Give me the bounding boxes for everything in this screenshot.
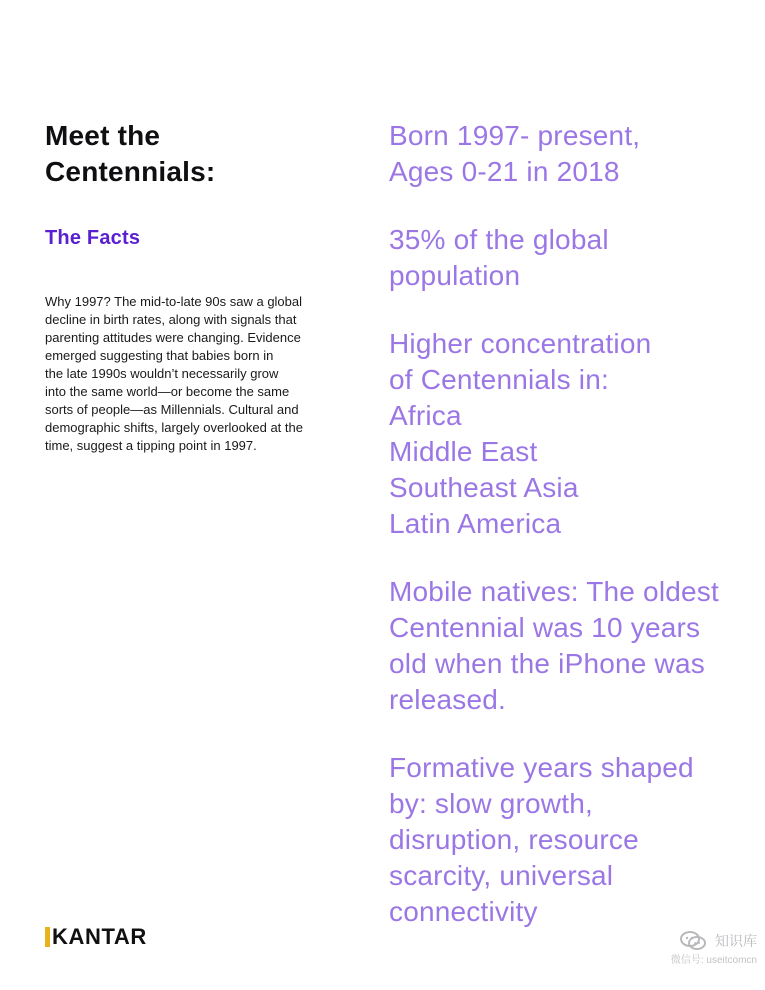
brand-name: KANTAR	[52, 924, 147, 949]
fact-line: by: slow growth,	[389, 788, 593, 819]
watermark-subtext: 微信号: useitcomcn	[670, 955, 757, 966]
watermark	[671, 930, 757, 968]
fact-line: old when the iPhone was	[389, 648, 705, 679]
body-line: into the same world—or become the same	[45, 384, 290, 399]
fact-item-regions	[389, 326, 759, 542]
brand-accent-mark	[45, 927, 50, 947]
fact-line: connectivity	[389, 896, 538, 927]
fact-item-population-share	[389, 222, 759, 294]
watermark-top	[671, 930, 757, 952]
watermark-main-text: 知识库	[715, 933, 757, 949]
body-line: the late 1990s wouldn’t necessarily grow	[45, 366, 279, 381]
fact-line: of Centennials in:	[389, 364, 609, 395]
fact-line: population	[389, 260, 521, 291]
fact-line: 35% of the global	[389, 224, 609, 255]
fact-line: Latin America	[389, 508, 562, 539]
body-line: parenting attitudes were changing. Evidence	[45, 330, 301, 345]
fact-line: Mobile natives: The oldest	[389, 576, 719, 607]
fact-line: Born 1997- present,	[389, 120, 641, 151]
body-line: decline in birth rates, along with signals that	[45, 312, 297, 327]
fact-line: Ages 0-21 in 2018	[389, 156, 620, 187]
page-title-line-1: Meet the	[45, 120, 161, 151]
fact-line: disruption, resource	[389, 824, 639, 855]
body-line: demographic shifts, largely overlooked at the	[45, 420, 303, 435]
page-title-line-2: Centennials:	[45, 156, 216, 187]
fact-line: Southeast Asia	[389, 472, 579, 503]
page-title	[45, 118, 345, 190]
fact-line: released.	[389, 684, 506, 715]
fact-item-mobile-natives	[389, 574, 759, 718]
fact-item-birth-years	[389, 118, 759, 190]
wechat-icon	[679, 930, 707, 952]
fact-item-formative-years	[389, 750, 759, 930]
section-heading: The Facts	[45, 227, 141, 249]
fact-line: Centennial was 10 years	[389, 612, 701, 643]
fact-line: Higher concentration	[389, 328, 652, 359]
body-line: emerged suggesting that babies born in	[45, 348, 274, 363]
facts-list	[389, 118, 759, 962]
body-line: time, suggest a tipping point in 1997.	[45, 438, 257, 453]
brand-logo	[45, 923, 147, 951]
body-paragraph	[45, 293, 351, 455]
fact-line: Middle East	[389, 436, 538, 467]
fact-line: Africa	[389, 400, 462, 431]
body-line: Why 1997? The mid-to-late 90s saw a global	[45, 294, 303, 309]
fact-line: Formative years shaped	[389, 752, 694, 783]
fact-line: scarcity, universal	[389, 860, 614, 891]
body-line: sorts of people—as Millennials. Cultural and	[45, 402, 299, 417]
